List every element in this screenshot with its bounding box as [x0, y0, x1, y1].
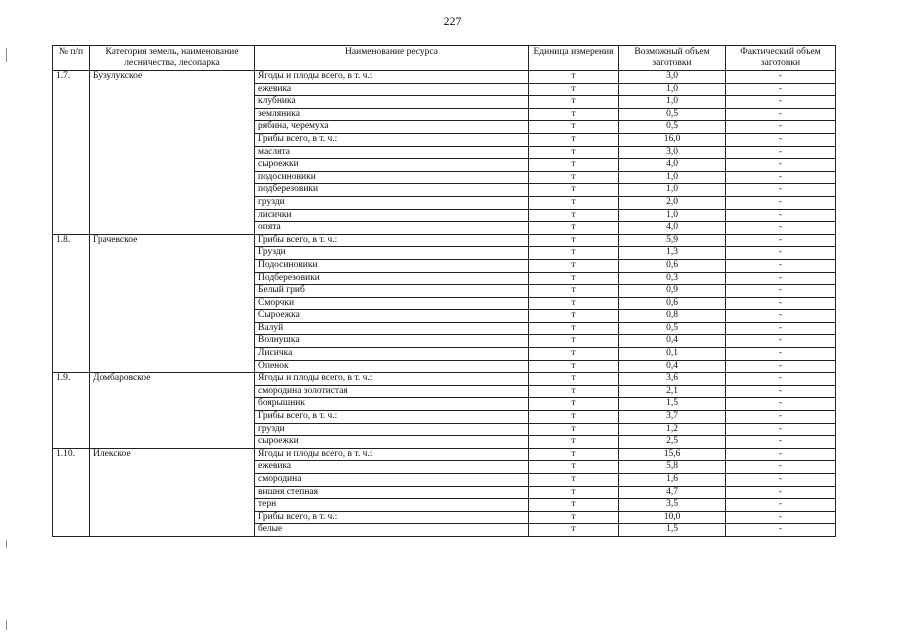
row-number-cell: 1.7.: [53, 71, 90, 235]
unit-cell: т: [529, 259, 619, 272]
actual-volume-cell: -: [726, 398, 836, 411]
actual-volume-cell: -: [726, 423, 836, 436]
possible-volume-cell: 16,0: [619, 133, 726, 146]
unit-cell: т: [529, 272, 619, 285]
table-row: [53, 373, 836, 386]
unit-cell: т: [529, 423, 619, 436]
header-resource: Наименование ресурса: [255, 46, 529, 71]
unit-cell: т: [529, 234, 619, 247]
scan-artifact-bottom: [6, 620, 7, 630]
unit-cell: т: [529, 499, 619, 512]
actual-volume-cell: -: [726, 209, 836, 222]
resource-name-cell: Сыроежка: [255, 310, 529, 323]
scan-artifact-top: [6, 48, 7, 62]
actual-volume-cell: -: [726, 71, 836, 84]
actual-volume-cell: -: [726, 486, 836, 499]
resource-name-cell: Ягоды и плоды всего, в т. ч.:: [255, 71, 529, 84]
possible-volume-cell: 3,7: [619, 411, 726, 424]
table-header: [53, 46, 836, 71]
actual-volume-cell: -: [726, 436, 836, 449]
actual-volume-cell: -: [726, 196, 836, 209]
possible-volume-cell: 0,5: [619, 322, 726, 335]
resource-name-cell: Грузди: [255, 247, 529, 260]
header-possible-volume: Возможный объем заготовки: [619, 46, 726, 71]
unit-cell: т: [529, 71, 619, 84]
actual-volume-cell: -: [726, 121, 836, 134]
unit-cell: т: [529, 322, 619, 335]
header-actual-volume: Фактический объем заготовки: [726, 46, 836, 71]
resource-name-cell: Грибы всего, в т. ч.:: [255, 133, 529, 146]
table-row: [53, 234, 836, 247]
actual-volume-cell: -: [726, 159, 836, 172]
actual-volume-cell: -: [726, 360, 836, 373]
possible-volume-cell: 0,1: [619, 348, 726, 361]
resource-name-cell: Сморчки: [255, 297, 529, 310]
resource-name-cell: Белый гриб: [255, 285, 529, 298]
possible-volume-cell: 0,4: [619, 360, 726, 373]
resource-table: [52, 45, 836, 537]
possible-volume-cell: 1,0: [619, 171, 726, 184]
unit-cell: т: [529, 373, 619, 386]
possible-volume-cell: 5,9: [619, 234, 726, 247]
resource-name-cell: Грибы всего, в т. ч.:: [255, 411, 529, 424]
actual-volume-cell: -: [726, 385, 836, 398]
possible-volume-cell: 2,1: [619, 385, 726, 398]
resource-name-cell: Валуй: [255, 322, 529, 335]
actual-volume-cell: -: [726, 171, 836, 184]
actual-volume-cell: -: [726, 499, 836, 512]
header-num: № п/п: [53, 46, 90, 71]
actual-volume-cell: -: [726, 96, 836, 109]
unit-cell: т: [529, 360, 619, 373]
unit-cell: т: [529, 133, 619, 146]
resource-name-cell: земляника: [255, 108, 529, 121]
possible-volume-cell: 0,6: [619, 297, 726, 310]
resource-name-cell: подосиновики: [255, 171, 529, 184]
actual-volume-cell: -: [726, 373, 836, 386]
possible-volume-cell: 0,8: [619, 310, 726, 323]
row-number-cell: 1.8.: [53, 234, 90, 373]
possible-volume-cell: 4,0: [619, 222, 726, 235]
unit-cell: т: [529, 448, 619, 461]
possible-volume-cell: 5,8: [619, 461, 726, 474]
resource-name-cell: Опенок: [255, 360, 529, 373]
actual-volume-cell: -: [726, 511, 836, 524]
resource-name-cell: Ягоды и плоды всего, в т. ч.:: [255, 373, 529, 386]
unit-cell: т: [529, 159, 619, 172]
unit-cell: т: [529, 297, 619, 310]
resource-name-cell: подберезовики: [255, 184, 529, 197]
actual-volume-cell: -: [726, 448, 836, 461]
unit-cell: т: [529, 184, 619, 197]
actual-volume-cell: -: [726, 83, 836, 96]
possible-volume-cell: 1,3: [619, 247, 726, 260]
resource-name-cell: лисички: [255, 209, 529, 222]
possible-volume-cell: 3,5: [619, 499, 726, 512]
unit-cell: т: [529, 222, 619, 235]
unit-cell: т: [529, 348, 619, 361]
table-body: [53, 71, 836, 537]
possible-volume-cell: 0,4: [619, 335, 726, 348]
unit-cell: т: [529, 96, 619, 109]
resource-name-cell: Грибы всего, в т. ч.:: [255, 234, 529, 247]
forestry-name-cell: Бузулукское: [90, 71, 255, 235]
actual-volume-cell: -: [726, 108, 836, 121]
resource-name-cell: вишня степная: [255, 486, 529, 499]
resource-name-cell: белые: [255, 524, 529, 537]
resource-name-cell: боярышник: [255, 398, 529, 411]
unit-cell: т: [529, 436, 619, 449]
resource-name-cell: клубника: [255, 96, 529, 109]
possible-volume-cell: 0,5: [619, 108, 726, 121]
actual-volume-cell: -: [726, 272, 836, 285]
actual-volume-cell: -: [726, 411, 836, 424]
forestry-name-cell: Домбаровское: [90, 373, 255, 449]
resource-name-cell: смородина: [255, 474, 529, 487]
resource-name-cell: грузди: [255, 423, 529, 436]
possible-volume-cell: 1,0: [619, 184, 726, 197]
resource-name-cell: Грибы всего, в т. ч.:: [255, 511, 529, 524]
possible-volume-cell: 1,0: [619, 209, 726, 222]
possible-volume-cell: 2,5: [619, 436, 726, 449]
page-number: 227: [443, 14, 462, 28]
scan-artifact-middle: [6, 540, 7, 548]
actual-volume-cell: -: [726, 247, 836, 260]
actual-volume-cell: -: [726, 297, 836, 310]
row-number-cell: 1.10.: [53, 448, 90, 536]
possible-volume-cell: 1,2: [619, 423, 726, 436]
resource-name-cell: Лисичка: [255, 348, 529, 361]
unit-cell: т: [529, 398, 619, 411]
possible-volume-cell: 4,7: [619, 486, 726, 499]
possible-volume-cell: 1,5: [619, 524, 726, 537]
resource-name-cell: Волнушка: [255, 335, 529, 348]
actual-volume-cell: -: [726, 222, 836, 235]
unit-cell: т: [529, 411, 619, 424]
possible-volume-cell: 10,0: [619, 511, 726, 524]
actual-volume-cell: -: [726, 234, 836, 247]
resource-name-cell: опята: [255, 222, 529, 235]
unit-cell: т: [529, 310, 619, 323]
resource-name-cell: рябина, черемуха: [255, 121, 529, 134]
unit-cell: т: [529, 121, 619, 134]
possible-volume-cell: 15,6: [619, 448, 726, 461]
possible-volume-cell: 2,0: [619, 196, 726, 209]
possible-volume-cell: 0,5: [619, 121, 726, 134]
resource-name-cell: ежевика: [255, 461, 529, 474]
forestry-name-cell: Илекское: [90, 448, 255, 536]
unit-cell: т: [529, 285, 619, 298]
possible-volume-cell: 1,5: [619, 398, 726, 411]
unit-cell: т: [529, 247, 619, 260]
actual-volume-cell: -: [726, 461, 836, 474]
possible-volume-cell: 1,6: [619, 474, 726, 487]
unit-cell: т: [529, 486, 619, 499]
unit-cell: т: [529, 511, 619, 524]
resource-name-cell: смородина золотистая: [255, 385, 529, 398]
actual-volume-cell: -: [726, 524, 836, 537]
header-unit: Единица измерения: [529, 46, 619, 71]
possible-volume-cell: 3,6: [619, 373, 726, 386]
header-row: [53, 46, 836, 71]
possible-volume-cell: 0,3: [619, 272, 726, 285]
unit-cell: т: [529, 108, 619, 121]
actual-volume-cell: -: [726, 474, 836, 487]
unit-cell: т: [529, 209, 619, 222]
header-category: Категория земель, наименование лесничества, лесопарка: [90, 46, 255, 71]
unit-cell: т: [529, 83, 619, 96]
unit-cell: т: [529, 385, 619, 398]
unit-cell: т: [529, 461, 619, 474]
resource-name-cell: Ягоды и плоды всего, в т. ч.:: [255, 448, 529, 461]
resource-name-cell: сыроежки: [255, 436, 529, 449]
unit-cell: т: [529, 196, 619, 209]
table-row: [53, 71, 836, 84]
actual-volume-cell: -: [726, 184, 836, 197]
actual-volume-cell: -: [726, 335, 836, 348]
resource-name-cell: ежевика: [255, 83, 529, 96]
resource-name-cell: маслята: [255, 146, 529, 159]
resource-name-cell: Подосиновики: [255, 259, 529, 272]
possible-volume-cell: 3,0: [619, 71, 726, 84]
resource-name-cell: грузди: [255, 196, 529, 209]
forestry-name-cell: Грачевское: [90, 234, 255, 373]
row-number-cell: 1.9.: [53, 373, 90, 449]
possible-volume-cell: 4,0: [619, 159, 726, 172]
resource-name-cell: терн: [255, 499, 529, 512]
actual-volume-cell: -: [726, 146, 836, 159]
actual-volume-cell: -: [726, 285, 836, 298]
table-row: [53, 448, 836, 461]
actual-volume-cell: -: [726, 133, 836, 146]
possible-volume-cell: 0,6: [619, 259, 726, 272]
unit-cell: т: [529, 474, 619, 487]
resource-name-cell: сыроежки: [255, 159, 529, 172]
actual-volume-cell: -: [726, 310, 836, 323]
actual-volume-cell: -: [726, 348, 836, 361]
unit-cell: т: [529, 146, 619, 159]
actual-volume-cell: -: [726, 322, 836, 335]
possible-volume-cell: 1,0: [619, 96, 726, 109]
actual-volume-cell: -: [726, 259, 836, 272]
possible-volume-cell: 0,9: [619, 285, 726, 298]
resource-name-cell: Подберезовики: [255, 272, 529, 285]
unit-cell: т: [529, 335, 619, 348]
unit-cell: т: [529, 171, 619, 184]
possible-volume-cell: 1,0: [619, 83, 726, 96]
possible-volume-cell: 3,0: [619, 146, 726, 159]
unit-cell: т: [529, 524, 619, 537]
